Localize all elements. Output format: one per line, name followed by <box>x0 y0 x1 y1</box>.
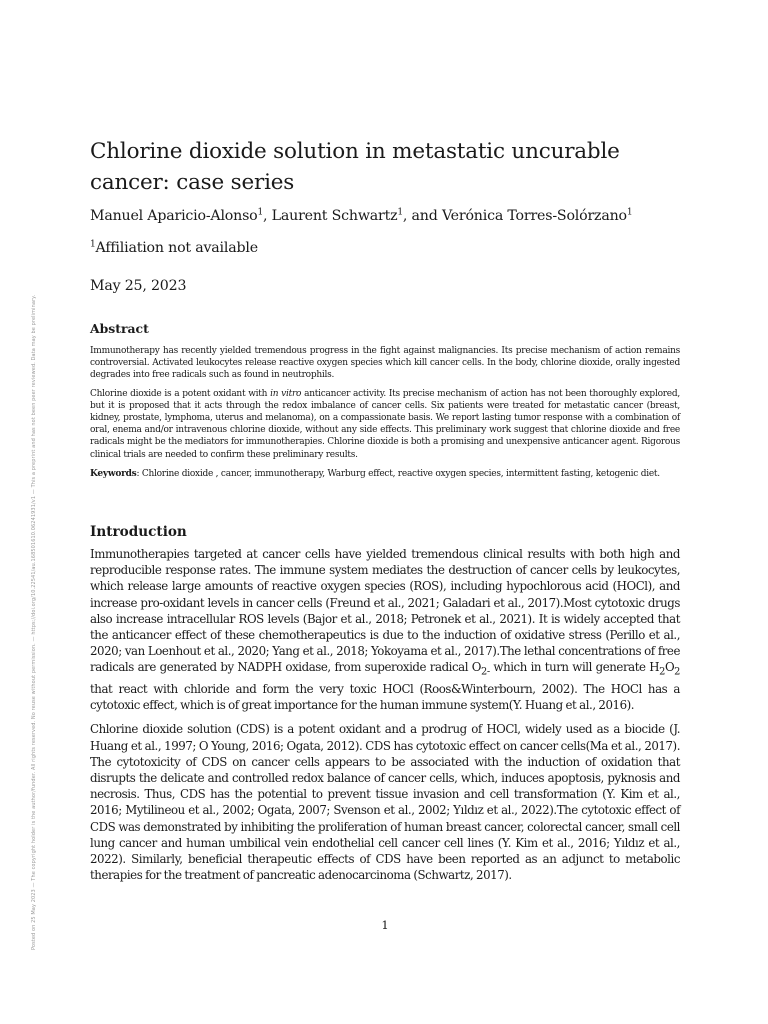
body-paragraph <box>90 546 680 713</box>
author-list <box>90 208 632 224</box>
abstract-heading: Abstract <box>90 321 149 336</box>
subscript: 2 <box>659 666 665 678</box>
author-name: Manuel Aparicio-Alonso <box>90 208 258 224</box>
affiliation <box>90 240 258 256</box>
body-text: Immunotherapies targeted at cancer cells have yielded tremendous clinical results with both high and reproducible response rates. The immune system mediates the destruction of cancer cells by leukocytes, which release large amounts of reactive oxygen species (ROS), including hypochlorous acid (HOCl), and increase pro-oxidant levels in cancer cells (Freund et al., 2021; Galadari et al., 2017).Most cytotoxic drugs also increase intracellular ROS levels (Bajor et al., 2018; Petronek et al., 2021). It is widely accepted that the anticancer effect of these chemotherapeutics is due to the induction of oxidative stress (Perillo et al., 2020; van Loenhout et al., 2020; Yang et al., 2018; Yokoyama et al., 2017).The lethal concentrations of free radicals are generated by NADPH oxidase, from superoxide radical O <box>90 547 680 675</box>
subscript: 2 <box>674 666 680 678</box>
abstract-emphasis: in vitro <box>270 388 302 399</box>
paper-title: Chlorine dioxide solution in metastatic uncurable cancer: case series <box>90 139 620 195</box>
body-text: which in turn will generate H <box>489 660 660 675</box>
introduction-heading: Introduction <box>90 524 187 540</box>
abstract-text: anticancer activity. Its precise mechanism of action has not been thoroughly explored, but it is proposed that it acts through the redox imbalance of cancer cells. Six patients were treated for metastatic cancer (breast, kidney, prostate, lymphoma, uterus and melanoma), on a compassionate basis. We report lasting tumor response with a combination of oral, enema and/or intravenous chlorine dioxide, without any side effects. This preliminary work suggest that chlorine dioxide and free radicals might be the mediators for immunotherapies. Chlorine dioxide is both a promising and unexpensive anticancer agent. Rigorous clinical trials are needed to confirm these preliminary results. <box>90 388 680 460</box>
keywords-label: Keywords <box>90 468 137 479</box>
affiliation-text: Affiliation not available <box>95 240 258 256</box>
author-separator: , and <box>402 208 442 224</box>
sidebar-text: Posted on 25 May 2023 — The copyright holder is the author/funder. All rights reserved. No reuse without permission. — https://doi.org/10.22541/au.168501610.06241931/v1 — This a preprint and has not been peer reviewed. Data may be preliminary. <box>31 294 37 950</box>
author-separator: , <box>263 208 272 224</box>
publication-date: May 25, 2023 <box>90 278 187 294</box>
keywords-list: : Chlorine dioxide , cancer, immunotherapy, Warburg effect, reactive oxygen species, intermittent fasting, ketogenic diet. <box>136 468 660 479</box>
body-text: that react with chloride and form the very toxic HOCl (Roos&Winterbourn, 2002). The HOCl has a cytotoxic effect, which is of great importance for the human immune system(Y. Huang et al., 2016). <box>90 681 680 713</box>
subscript: 2- <box>481 666 490 678</box>
affiliation-mark: 1 <box>90 239 96 250</box>
keywords <box>90 468 680 480</box>
abstract-text: Chlorine dioxide is a potent oxidant with <box>90 388 271 399</box>
author-affiliation-mark: 1 <box>626 207 633 218</box>
abstract-paragraph: Immunotherapy has recently yielded tremendous progress in the fight against malignancies. Its precise mechanism of action remains controversial. Activated leukocytes release reactive oxygen species which kill cancer cells. In the body, chlorine dioxide, orally ingested degrades into free radicals such as found in neutrophils. <box>90 346 680 381</box>
page-number: 1 <box>381 918 389 932</box>
author-name: Verónica Torres-Solórzano <box>441 208 627 224</box>
introduction-body <box>90 546 680 891</box>
preprint-sidebar-notice <box>28 150 42 950</box>
author-affiliation-mark: 1 <box>397 207 403 218</box>
author-affiliation-mark: 1 <box>257 207 264 218</box>
body-text: O <box>664 660 675 675</box>
body-paragraph: Chlorine dioxide solution (CDS) is a potent oxidant and a prodrug of HOCl, widely used as a biocide (J. Huang et al., 1997; O Young, 2016; Ogata, 2012). CDS has cytotoxic effect on cancer cells(Ma et al., 2017). The cytotoxicity of CDS on cancer cells appears to be associated with the induction of oxidation that disrupts the delicate and controlled redox balance of cancer cells, which, induces apoptosis, pyknosis and necrosis. Thus, CDS has the potential to prevent tissue invasion and cell transformation (Y. Kim et al., 2016; Mytilineou et al., 2002; Ogata, 2007; Svenson et al., 2002; Yıldız et al., 2022).The cytotoxic effect of CDS was demonstrated by inhibiting the proliferation of human breast cancer, colorectal cancer, small cell lung cancer and human umbilical vein endothelial cell cancer cell lines (Y. Kim et al., 2016; Yıldız et al., 2022). Similarly, beneficial therapeutic effects of CDS have been reported as an adjunct to metabolic therapies for the treatment of pancreatic adenocarcinoma (Schwartz, 2017). <box>90 722 680 883</box>
abstract-paragraph <box>90 388 680 461</box>
author-name: Laurent Schwartz <box>271 208 398 224</box>
abstract-body <box>90 345 680 486</box>
